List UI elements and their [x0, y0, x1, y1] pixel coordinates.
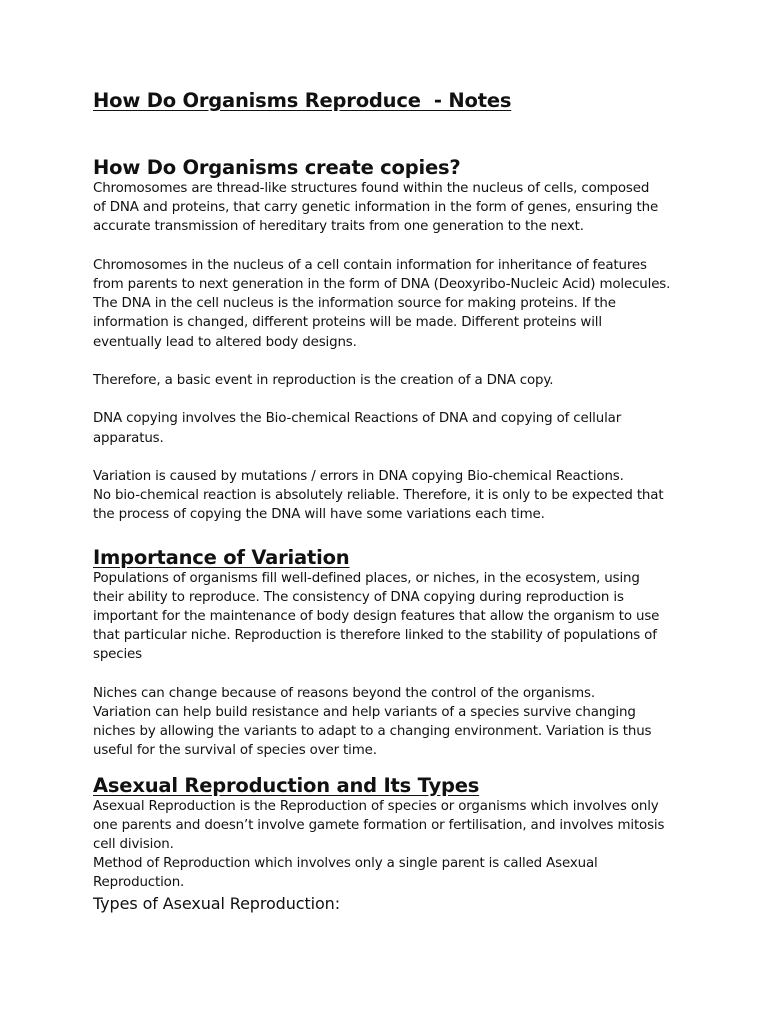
document-page	[93, 88, 683, 915]
paragraph-line: from parents to next generation in the form of DNA (Deoxyribo-Nucleic Acid) molecules.	[93, 277, 671, 292]
paragraph-line: eventually lead to altered body designs.	[93, 334, 357, 350]
paragraph-line: No bio-chemical reaction is absolutely reliable. Therefore, it is only to be expected that	[93, 488, 664, 504]
paragraph-line: the process of copying the DNA will have some variations each time.	[93, 507, 545, 523]
paragraph-line: Chromosomes in the nucleus of a cell contain information for inheritance of features	[93, 257, 647, 273]
paragraph-line: of DNA and proteins, that carry genetic information in the form of genes, ensuring the	[93, 200, 659, 216]
blank-line	[93, 390, 683, 409]
paragraph-line: that particular niche. Reproduction is therefore linked to the stability of populations of	[93, 628, 657, 644]
paragraph-line: Reproduction.	[93, 875, 185, 891]
paragraph-line: important for the maintenance of body design features that allow the organism to use	[93, 609, 660, 624]
paragraph-line: one parents and doesn’t involve gamete formation or fertilisation, and involves mitosis	[93, 817, 665, 833]
paragraph-line: their ability to reproduce. The consistency of DNA copying during reproduction is	[93, 589, 624, 605]
paragraph-line: useful for the survival of species over time.	[93, 743, 377, 759]
paragraph-line: niches by allowing the variants to adapt to a changing environment. Variation is thus	[93, 724, 652, 740]
paragraph-line: Variation is caused by mutations / errors in DNA copying Bio-chemical Reactions.	[93, 468, 624, 484]
subheading-types-of-asexual-reproduction: Types of Asexual Reproduction:	[93, 893, 341, 913]
paragraph-line: Variation can help build resistance and help variants of a species survive changing	[93, 705, 636, 720]
paragraph-line: DNA copying involves the Bio-chemical Reactions of DNA and copying of cellular	[93, 411, 622, 427]
paragraph-line: Method of Reproduction which involves only a single parent is called Asexual	[93, 856, 598, 872]
paragraph-line: The DNA in the cell nucleus is the information source for making proteins. If the	[93, 296, 616, 312]
blank-line	[93, 448, 683, 467]
section-heading-create-copies: How Do Organisms create copies?	[93, 156, 461, 179]
paragraph-line: apparatus.	[93, 430, 164, 446]
section-heading-importance-of-variation: Importance of Variation	[93, 545, 350, 569]
paragraph-line: Chromosomes are thread-like structures found within the nucleus of cells, composed	[93, 181, 650, 196]
paragraph-line: Therefore, a basic event in reproduction is the creation of a DNA copy.	[93, 373, 554, 388]
paragraph-line: accurate transmission of hereditary traits from one generation to the next.	[93, 219, 584, 235]
paragraph-line: cell division.	[93, 837, 174, 853]
document-title: How Do Organisms Reproduce - Notes	[93, 89, 512, 112]
section-heading-asexual-reproduction: Asexual Reproduction and Its Types	[93, 773, 480, 797]
blank-line	[93, 352, 683, 371]
blank-line	[93, 665, 683, 684]
paragraph-line: Niches can change because of reasons beyond the control of the organisms.	[93, 685, 595, 701]
paragraph-line	[93, 237, 683, 256]
paragraph-line: Asexual Reproduction is the Reproduction of species or organisms which involves only	[93, 798, 659, 814]
paragraph-line: information is changed, different proteins will be made. Different proteins will	[93, 315, 602, 331]
paragraph-line: species	[93, 647, 142, 663]
paragraph-line: Populations of organisms fill well-defined places, or niches, in the ecosystem, using	[93, 570, 640, 586]
